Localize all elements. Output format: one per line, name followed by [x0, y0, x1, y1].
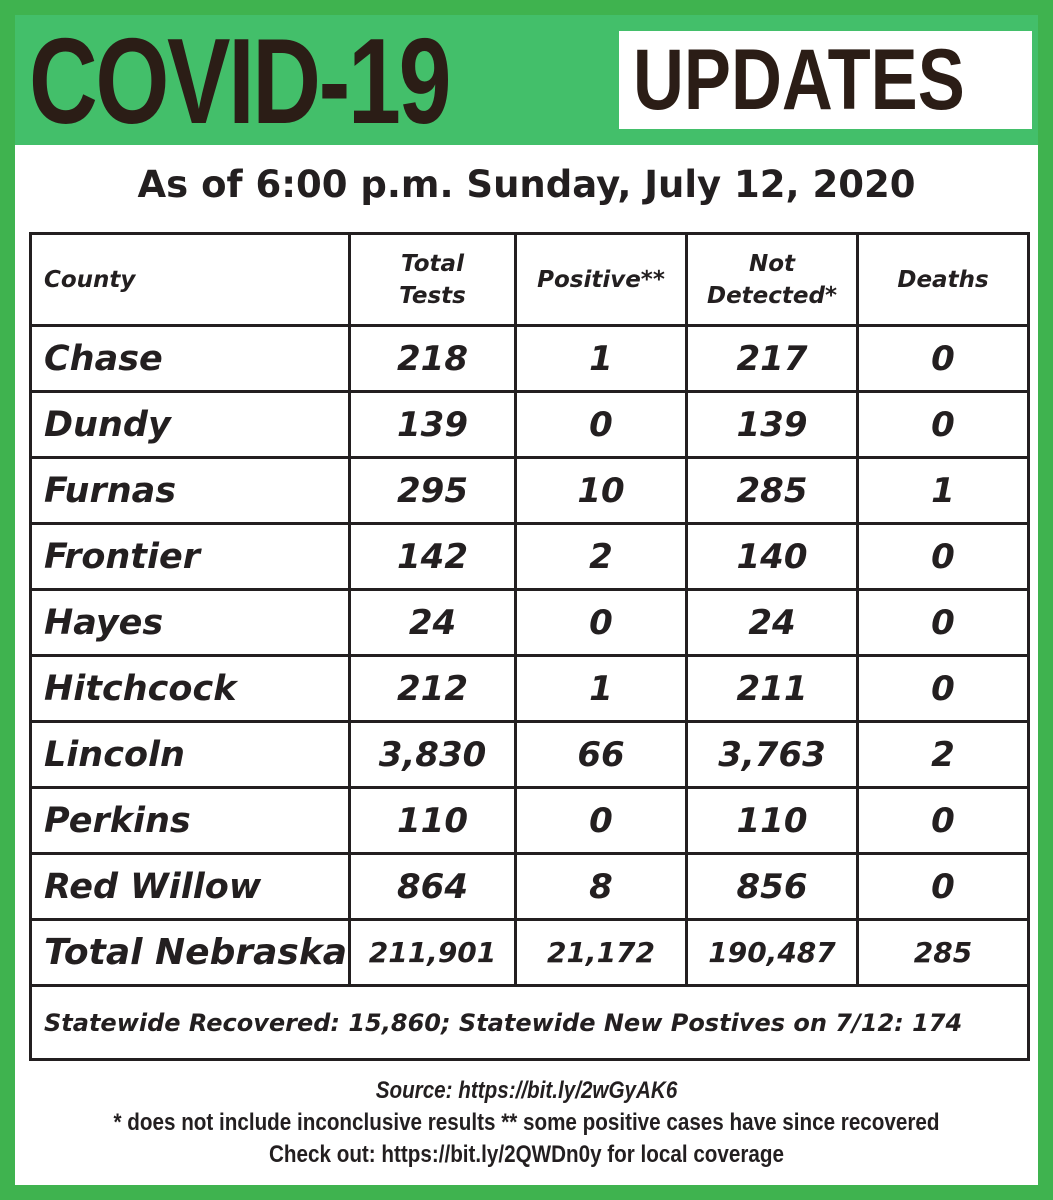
county-table: [29, 232, 1030, 1061]
cell-county: Perkins: [31, 788, 350, 854]
cell-deaths: 0: [858, 392, 1029, 458]
table-row: [31, 854, 1029, 920]
cell-not-detected: 217: [687, 326, 858, 392]
cell-positive: 66: [516, 722, 687, 788]
header-not-detected: Not Detected*: [687, 234, 858, 326]
statewide-note: Statewide Recovered: 15,860; Statewide New Postives on 7/12: 174: [31, 986, 1029, 1060]
cell-positive: 1: [516, 656, 687, 722]
cell-total-tests: 295: [350, 458, 516, 524]
cell-total-tests: 110: [350, 788, 516, 854]
cell-deaths: 0: [858, 524, 1029, 590]
title-sub-box: [619, 31, 1032, 129]
header-positive: Positive**: [516, 234, 687, 326]
table-header-row: [31, 234, 1029, 326]
as-of-date: As of 6:00 p.m. Sunday, July 12, 2020: [137, 163, 916, 206]
cell-total-tests: 3,830: [350, 722, 516, 788]
cell-positive: 0: [516, 788, 687, 854]
cell-positive: 0: [516, 590, 687, 656]
statewide-row: [31, 986, 1029, 1060]
cell-not-detected: 285: [687, 458, 858, 524]
cell-county: Dundy: [31, 392, 350, 458]
source-line: Source: https://bit.ly/2wGyAK6: [375, 1077, 678, 1104]
cell-deaths: 2: [858, 722, 1029, 788]
table-row: [31, 788, 1029, 854]
cell-not-detected: 3,763: [687, 722, 858, 788]
table-row: [31, 458, 1029, 524]
check-out-line: Check out: https://bit.ly/2QWDn0y for local coverage: [269, 1141, 784, 1168]
cell-not-detected: 140: [687, 524, 858, 590]
header-county: County: [31, 234, 350, 326]
cell-county: Hayes: [31, 590, 350, 656]
cell-positive: 8: [516, 854, 687, 920]
cell-total-tests: 139: [350, 392, 516, 458]
table-row: [31, 392, 1029, 458]
title-main: COVID-19: [29, 13, 450, 149]
header-band: [15, 13, 1038, 149]
cell-positive: 10: [516, 458, 687, 524]
table-row: [31, 722, 1029, 788]
cell-not-detected: 110: [687, 788, 858, 854]
header-deaths: Deaths: [858, 234, 1029, 326]
table-row: [31, 590, 1029, 656]
cell-positive: 1: [516, 326, 687, 392]
cell-county: Chase: [31, 326, 350, 392]
cell-not-detected: 24: [687, 590, 858, 656]
cell-deaths: 0: [858, 788, 1029, 854]
total-positive: 21,172: [516, 920, 687, 986]
cell-not-detected: 856: [687, 854, 858, 920]
cell-total-tests: 24: [350, 590, 516, 656]
total-not-detected: 190,487: [687, 920, 858, 986]
covid-update-panel: [15, 15, 1038, 1185]
table-row: [31, 656, 1029, 722]
total-tests: 211,901: [350, 920, 516, 986]
cell-not-detected: 211: [687, 656, 858, 722]
cell-total-tests: 218: [350, 326, 516, 392]
cell-deaths: 0: [858, 326, 1029, 392]
cell-county: Furnas: [31, 458, 350, 524]
cell-county: Hitchcock: [31, 656, 350, 722]
cell-not-detected: 139: [687, 392, 858, 458]
header-total-tests: Total Tests: [350, 234, 516, 326]
asterisk-notes: * does not include inconclusive results ** some positive cases have since recovered: [113, 1109, 940, 1136]
cell-deaths: 0: [858, 854, 1029, 920]
cell-total-tests: 142: [350, 524, 516, 590]
footnotes: [15, 1075, 1038, 1171]
cell-positive: 2: [516, 524, 687, 590]
total-deaths: 285: [858, 920, 1029, 986]
cell-total-tests: 864: [350, 854, 516, 920]
total-county: Total Nebraska: [31, 920, 350, 986]
cell-deaths: 0: [858, 590, 1029, 656]
cell-deaths: 1: [858, 458, 1029, 524]
cell-positive: 0: [516, 392, 687, 458]
total-row: [31, 920, 1029, 986]
cell-county: Lincoln: [31, 722, 350, 788]
cell-county: Frontier: [31, 524, 350, 590]
table-row: [31, 326, 1029, 392]
cell-total-tests: 212: [350, 656, 516, 722]
cell-county: Red Willow: [31, 854, 350, 920]
table-row: [31, 524, 1029, 590]
title-sub: UPDATES: [633, 32, 965, 128]
cell-deaths: 0: [858, 656, 1029, 722]
